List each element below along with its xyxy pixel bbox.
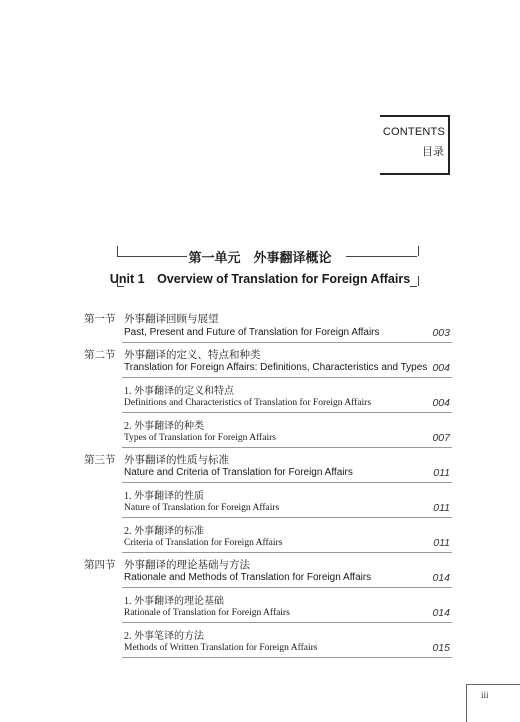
- subsection-title-en[interactable]: Types of Translation for Foreign Affairs: [124, 433, 276, 443]
- page-number: 011: [433, 502, 450, 514]
- section-number: 第一节: [84, 313, 116, 325]
- page-number: 004: [432, 397, 450, 409]
- footer-rule: [466, 684, 520, 685]
- subsection-title-en[interactable]: Criteria of Translation for Foreign Affairs: [124, 538, 283, 548]
- section-title-cn[interactable]: 外事翻译回顾与展望: [124, 313, 219, 325]
- page-number: 011: [433, 537, 450, 549]
- unit-title-en: Unit 1 Overview of Translation for Foreign Affairs: [109, 272, 411, 286]
- divider: [122, 517, 452, 518]
- subsection-title-cn[interactable]: 1. 外事翻译的定义和特点: [124, 386, 234, 397]
- page-number: 014: [432, 572, 450, 584]
- contents-title-cn: 目录: [422, 146, 444, 158]
- divider: [122, 377, 452, 378]
- section-title-cn[interactable]: 外事翻译的性质与标准: [124, 454, 229, 466]
- section-title-en[interactable]: Nature and Criteria of Translation for Foreign Affairs: [124, 467, 353, 478]
- footer-tick: [466, 684, 467, 722]
- divider: [122, 622, 452, 623]
- subsection-title-cn[interactable]: 1. 外事翻译的理论基础: [124, 596, 224, 607]
- page-number: 003: [432, 327, 450, 339]
- section-title-cn[interactable]: 外事翻译的定义、特点和种类: [124, 349, 261, 361]
- page-number: 015: [432, 642, 450, 654]
- subsection-title-cn[interactable]: 2. 外事翻译的种类: [124, 421, 204, 432]
- subsection-title-cn[interactable]: 2. 外事翻译的标准: [124, 526, 204, 537]
- subsection-title-en[interactable]: Definitions and Characteristics of Translation for Foreign Affairs: [124, 398, 372, 408]
- section-title-cn[interactable]: 外事翻译的理论基础与方法: [124, 559, 250, 571]
- divider: [122, 657, 452, 658]
- divider: [122, 412, 452, 413]
- unit-title-cn: 第一单元 外事翻译概论: [188, 250, 332, 265]
- page-number: 011: [433, 467, 450, 479]
- subsection-title-en[interactable]: Rationale of Translation for Foreign Affairs: [124, 608, 290, 618]
- page-number: 014: [432, 607, 450, 619]
- divider: [122, 552, 452, 553]
- section-title-en[interactable]: Translation for Foreign Affairs: Definitions, Characteristics and Types: [124, 362, 428, 373]
- page-folio: iii: [481, 690, 489, 700]
- subsection-title-en[interactable]: Nature of Translation for Foreign Affairs: [124, 503, 280, 513]
- divider: [122, 447, 452, 448]
- section-number: 第二节: [84, 349, 116, 361]
- divider: [122, 587, 452, 588]
- subsection-title-en[interactable]: Methods of Written Translation for Foreign Affairs: [124, 643, 318, 653]
- page-number: 007: [432, 432, 450, 444]
- subsection-title-cn[interactable]: 1. 外事翻译的性质: [124, 491, 204, 502]
- section-title-en[interactable]: Rationale and Methods of Translation for Foreign Affairs: [124, 572, 372, 583]
- section-number: 第三节: [84, 454, 116, 466]
- page-number: 004: [432, 362, 450, 374]
- subsection-title-cn[interactable]: 2. 外事笔译的方法: [124, 631, 204, 642]
- divider: [122, 482, 452, 483]
- contents-title-en: CONTENTS: [382, 126, 445, 138]
- section-title-en[interactable]: Past, Present and Future of Translation for Foreign Affairs: [124, 327, 380, 338]
- section-number: 第四节: [84, 559, 116, 571]
- divider: [122, 342, 452, 343]
